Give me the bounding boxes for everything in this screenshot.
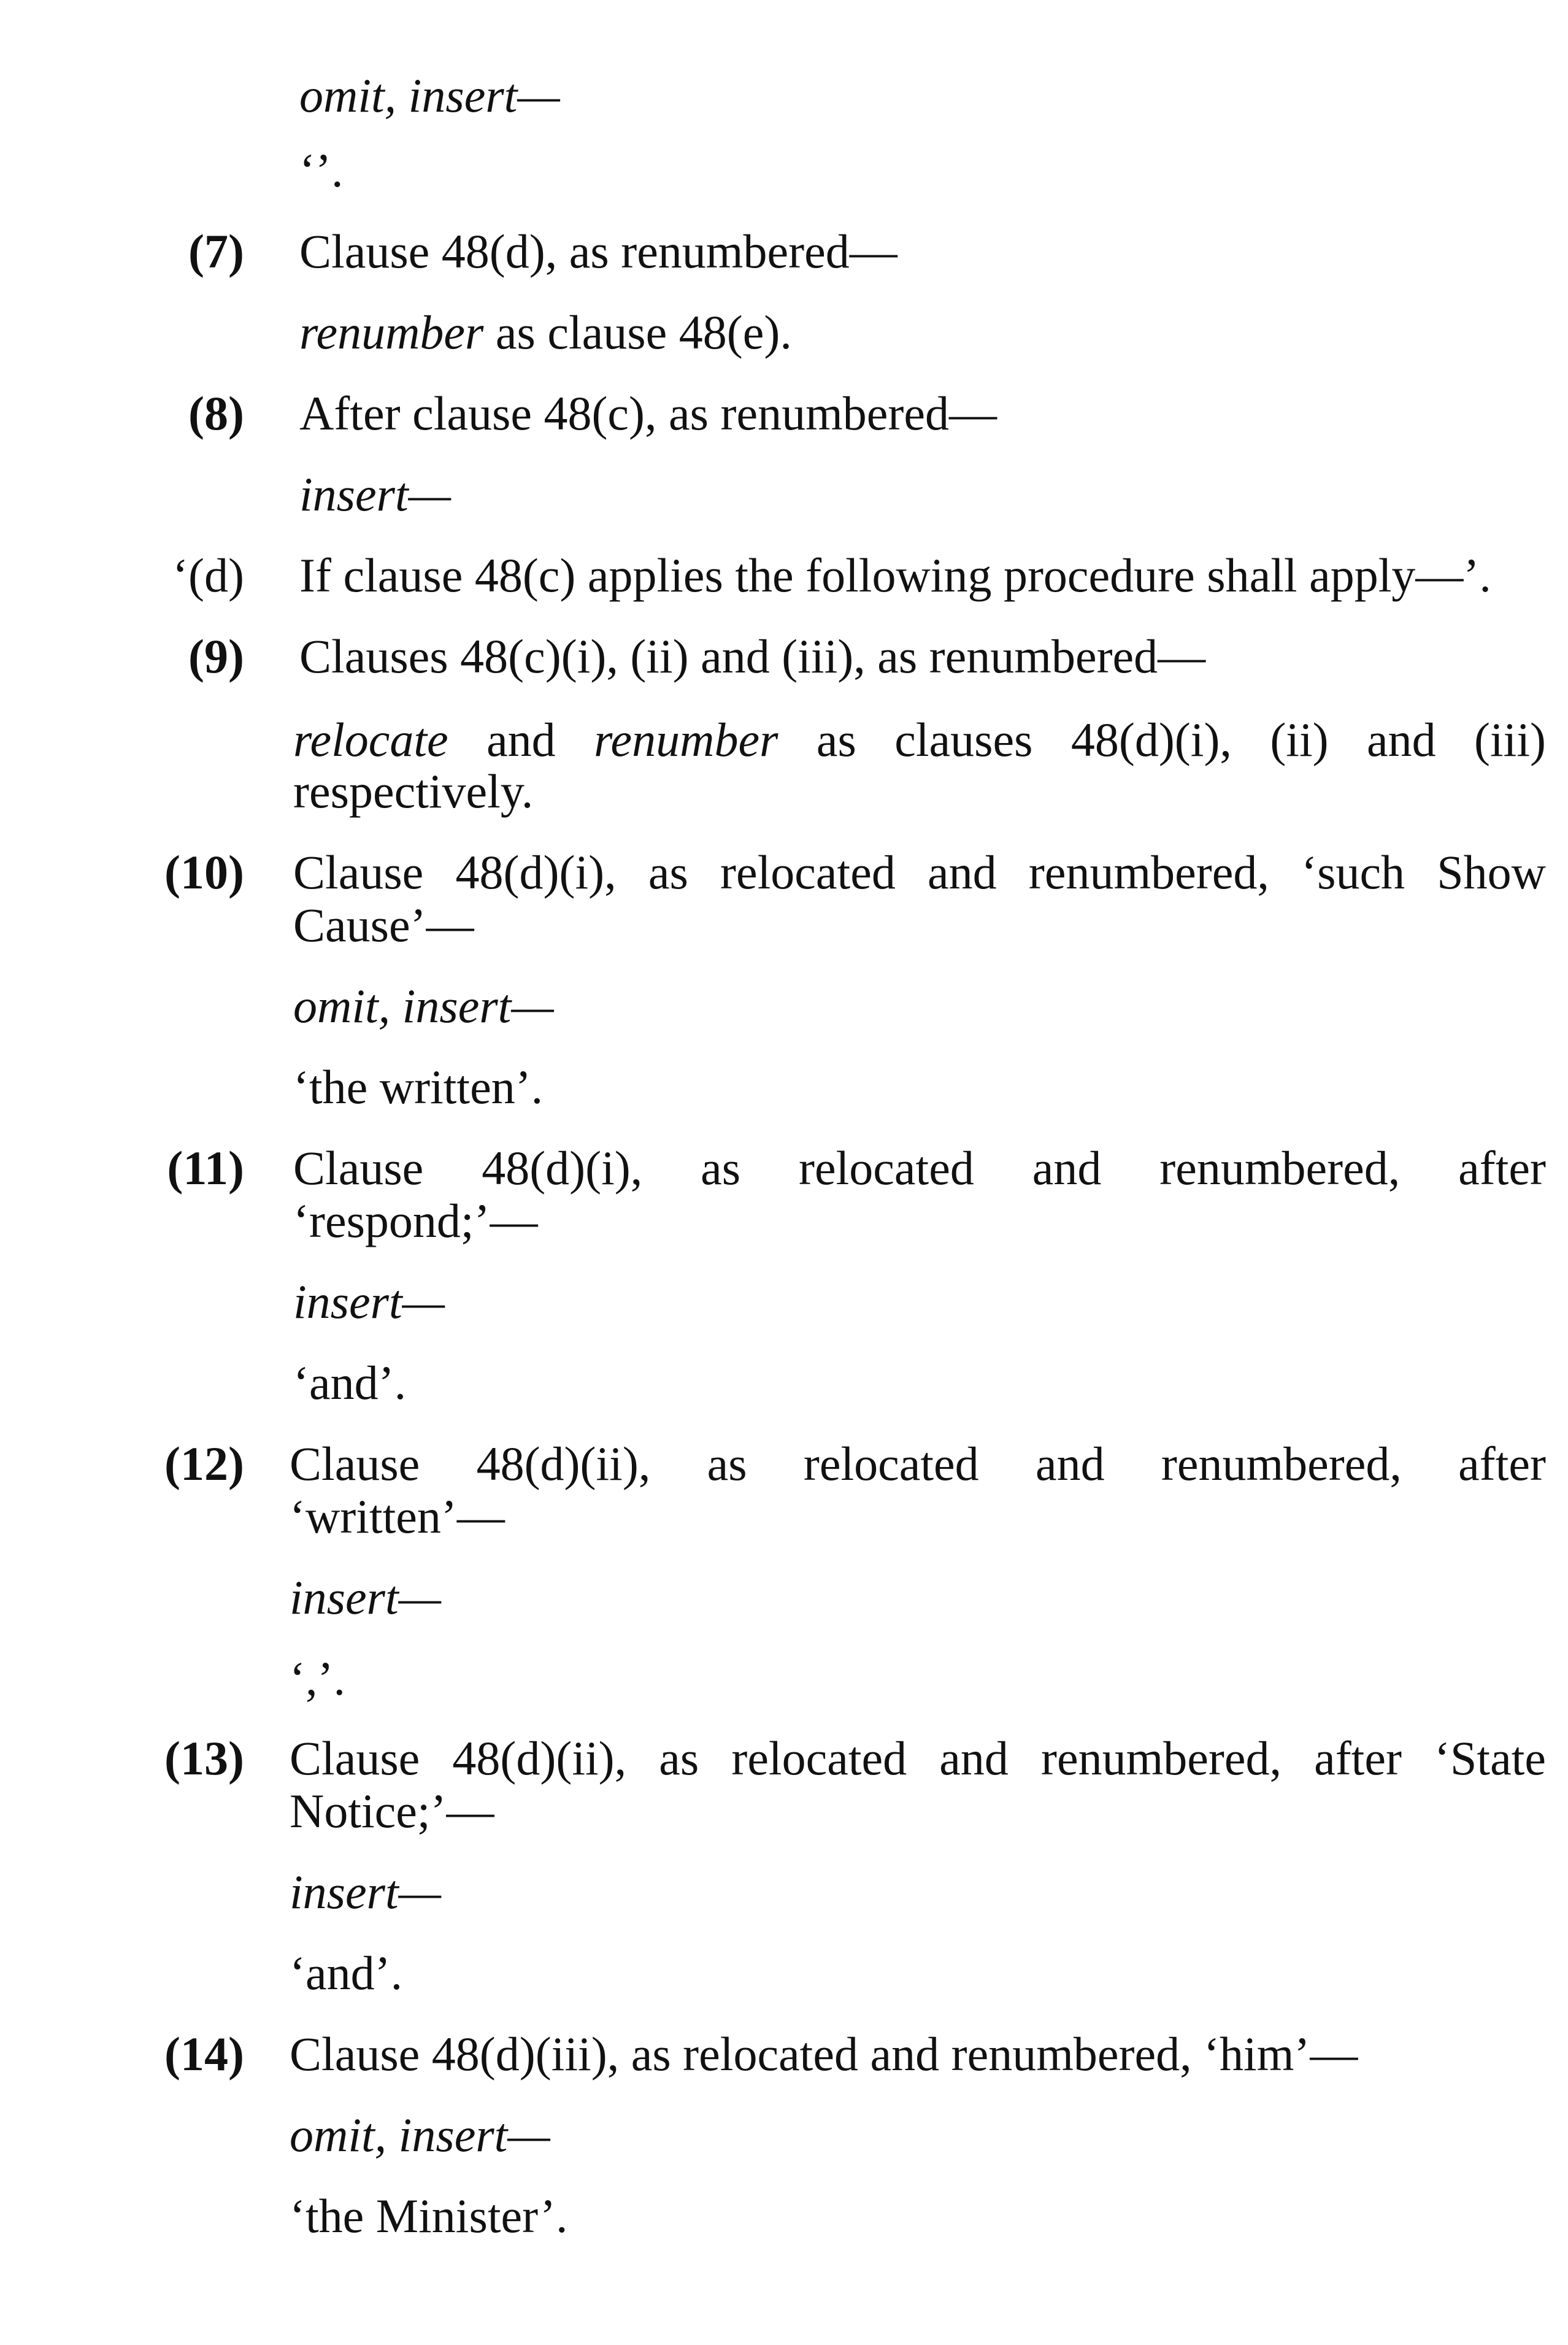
instruction-verb: renumber xyxy=(299,306,484,359)
amendment-item-7 xyxy=(0,223,1568,285)
instruction-text: insert— xyxy=(290,1865,442,1919)
amendment-item-8 xyxy=(0,385,1568,447)
amendment-item-9 xyxy=(0,628,1568,690)
quoted-text: ‘and’. xyxy=(290,1946,403,2000)
instruction-line xyxy=(0,2107,1568,2168)
amendment-item-13 xyxy=(0,1730,1568,1792)
quoted-text: ‘the written’. xyxy=(293,1060,544,1114)
quoted-text-line xyxy=(0,142,1568,204)
item-number: (11) xyxy=(167,1141,244,1195)
quoted-text: ‘’. xyxy=(299,144,344,197)
quoted-text-line xyxy=(0,2188,1568,2249)
instruction-text: insert— xyxy=(293,1275,445,1328)
item-text: ‘written’— xyxy=(290,1490,505,1543)
instruction-line xyxy=(0,466,1568,528)
item-text: Clause 48(d), as renumbered— xyxy=(299,225,897,278)
quoted-text-line xyxy=(0,1059,1568,1120)
quoted-text-line xyxy=(0,1945,1568,2006)
item-text: Clause 48(d)(i), as relocated and renumbered, after xyxy=(293,1141,1546,1195)
instruction-verb-renumber: renumber xyxy=(594,713,778,766)
item-number: (9) xyxy=(188,630,244,683)
item-text: Clause 48(d)(i), as relocated and renumbered, ‘such Show xyxy=(293,845,1546,899)
item-number: (7) xyxy=(188,225,244,278)
quoted-text: ‘the Minister’. xyxy=(290,2189,568,2243)
instruction-line xyxy=(0,1274,1568,1335)
quoted-text-line xyxy=(0,1355,1568,1416)
item-number: (12) xyxy=(164,1437,244,1490)
instruction-line xyxy=(0,1864,1568,1925)
item-text: Notice;’— xyxy=(290,1784,494,1838)
item-number: (8) xyxy=(188,387,244,440)
amendment-item-11 xyxy=(0,1140,1568,1201)
inserted-clause-d xyxy=(0,547,1568,609)
item-text: Clauses 48(c)(i), (ii) and (iii), as renumbered— xyxy=(299,630,1206,683)
quoted-text: ‘,’. xyxy=(290,1652,345,1705)
item-text-continuation xyxy=(0,1193,1568,1254)
item-text-continuation xyxy=(0,1783,1568,1844)
item-text: ‘respond;’— xyxy=(293,1194,538,1247)
instruction-text xyxy=(299,304,792,361)
item-text: Clause 48(d)(ii), as relocated and renumbered, after ‘State xyxy=(290,1731,1546,1785)
amendment-item-10 xyxy=(0,844,1568,906)
amendment-item-12 xyxy=(0,1436,1568,1497)
quoted-text-line xyxy=(0,1650,1568,1712)
item-number: (13) xyxy=(164,1731,244,1785)
quoted-text: ‘and’. xyxy=(293,1356,407,1409)
amendment-item-14 xyxy=(0,2026,1568,2087)
clause-label: ‘(d) xyxy=(172,549,244,602)
item-text: Clause 48(d)(iii), as relocated and renumbered, ‘him’— xyxy=(290,2027,1358,2081)
instruction-text: respectively. xyxy=(293,764,534,818)
instruction-text: omit, insert— xyxy=(293,979,554,1033)
instruction-text: omit, insert— xyxy=(299,69,560,122)
item-text-continuation xyxy=(0,897,1568,958)
instruction-text: omit, insert— xyxy=(290,2108,550,2162)
instruction-text xyxy=(293,712,1546,768)
instruction-line xyxy=(0,1569,1568,1631)
instruction-text: insert— xyxy=(290,1571,442,1624)
item-text: After clause 48(c), as renumbered— xyxy=(299,387,997,440)
item-number: (14) xyxy=(164,2027,244,2081)
instruction-text: insert— xyxy=(299,468,452,521)
instruction-line xyxy=(0,978,1568,1039)
instruction-word: and xyxy=(448,713,594,766)
item-text: Cause’— xyxy=(293,898,474,952)
instruction-line xyxy=(0,67,1568,129)
instruction-rest: as clauses 48(d)(i), (ii) and (iii) xyxy=(778,713,1546,766)
item-text-continuation xyxy=(0,1488,1568,1550)
clause-text: If clause 48(c) applies the following procedure shall apply—’. xyxy=(299,549,1491,602)
item-number: (10) xyxy=(164,845,244,899)
instruction-rest: as clause 48(e). xyxy=(483,306,792,359)
instruction-verb-relocate: relocate xyxy=(293,713,448,766)
item-text: Clause 48(d)(ii), as relocated and renumbered, after xyxy=(290,1437,1546,1490)
instruction-line xyxy=(0,304,1568,366)
instruction-continuation xyxy=(0,763,1568,825)
